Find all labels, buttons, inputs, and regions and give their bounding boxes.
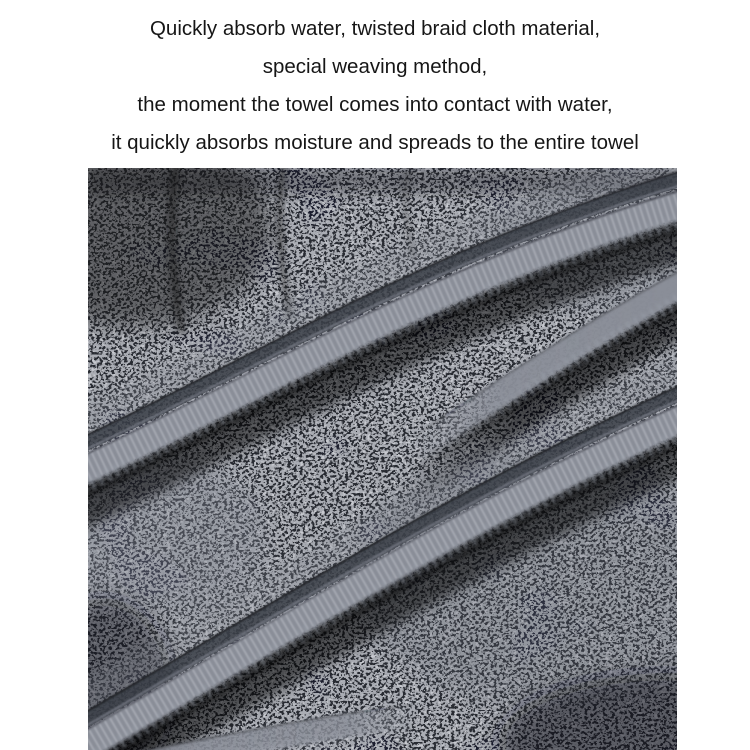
headline-line-3: the moment the towel comes into contact with water, <box>137 93 613 116</box>
towel-texture-graphic <box>88 168 677 750</box>
headline-line-4: it quickly absorbs moisture and spreads to the entire towel <box>111 131 639 154</box>
headline-line-1: Quickly absorb water, twisted braid cloth material, <box>149 17 601 40</box>
headline-line-2: special weaving method, <box>262 55 488 78</box>
headline <box>0 0 750 162</box>
product-photo <box>88 168 677 750</box>
